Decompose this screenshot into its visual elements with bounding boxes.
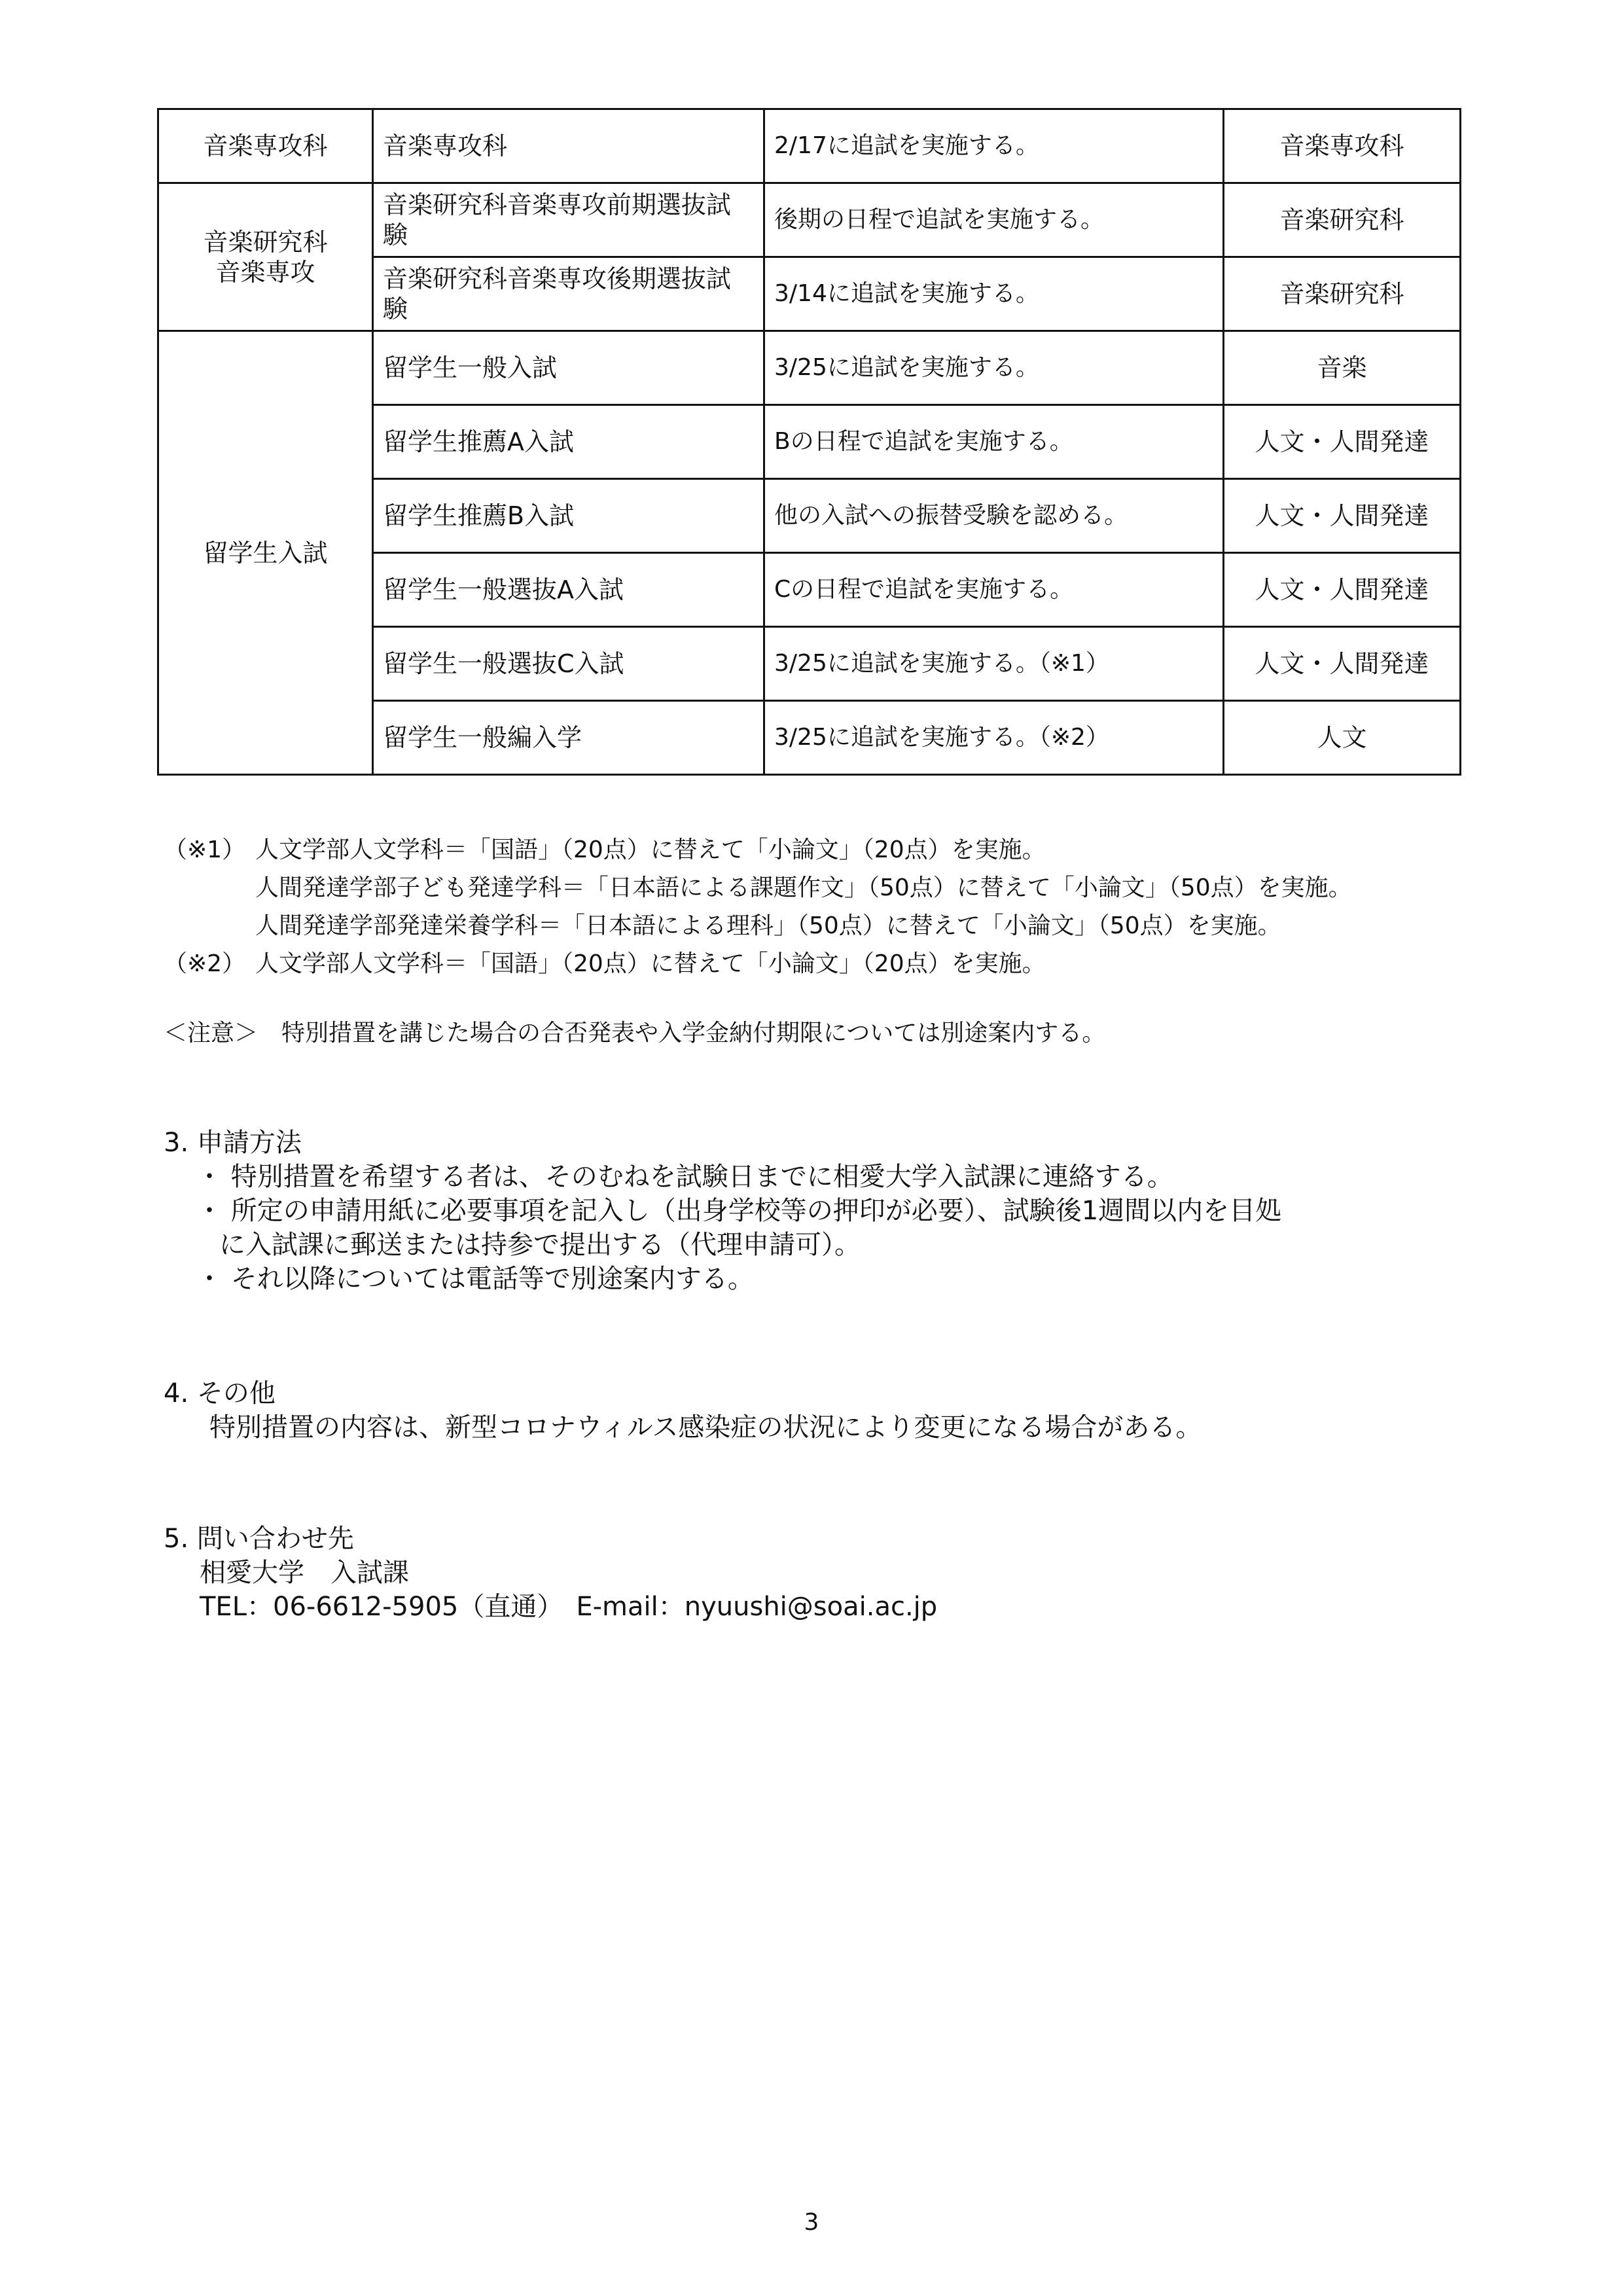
exam-cell: 留学生推薦B入試 xyxy=(373,479,764,553)
department-cell: 人文・人間発達 xyxy=(1224,553,1461,627)
bullet-continuation: に入試課に郵送または持参で提出する（代理申請可）。 xyxy=(219,1230,861,1260)
footnote-mark: （※1） xyxy=(164,836,246,863)
measure-cell: 他の入試への振替受験を認める。 xyxy=(764,479,1224,553)
measure-cell: 後期の日程で追試を実施する。 xyxy=(764,183,1224,257)
table-row xyxy=(158,331,1461,405)
footnote-1 xyxy=(164,831,1472,869)
measure-cell: Bの日程で追試を実施する。 xyxy=(764,405,1224,479)
department-cell: 人文・人間発達 xyxy=(1224,627,1461,701)
section-application-method xyxy=(164,1126,1472,1296)
section-heading: 4. その他 xyxy=(164,1378,276,1408)
exam-cell: 音楽専攻科 xyxy=(373,109,764,183)
department-cell: 人文・人間発達 xyxy=(1224,405,1461,479)
contact-details: TEL：06-6612-5905（直通） E-mail：nyuushi@soai.ac.jp xyxy=(200,1592,938,1622)
category-cell: 音楽専攻科 xyxy=(158,109,373,183)
page-number: 3 xyxy=(804,2209,819,2236)
footnote-2 xyxy=(164,945,1472,983)
footnotes xyxy=(164,831,1472,1052)
section-body: 特別措置の内容は、新型コロナウィルス感染症の状況により変更になる場合がある。 xyxy=(209,1412,1202,1443)
department-cell: 音楽研究科 xyxy=(1224,257,1461,331)
department-cell: 音楽 xyxy=(1224,331,1461,405)
exam-cell: 留学生推薦A入試 xyxy=(373,405,764,479)
table-row xyxy=(158,109,1461,183)
category-cell: 音楽研究科 音楽専攻 xyxy=(158,183,373,331)
exam-cell: 留学生一般選抜A入試 xyxy=(373,553,764,627)
table-row xyxy=(158,183,1461,257)
measure-cell: 3/25に追試を実施する。 xyxy=(764,331,1224,405)
caution-note: ＜注意＞ 特別措置を講じた場合の合否発表や入学金納付期限については別途案内する。 xyxy=(164,1020,1106,1047)
measure-cell: 3/25に追試を実施する。（※2） xyxy=(764,701,1224,775)
bullet-item: ・ 所定の申請用紙に必要事項を記入し（出身学校等の押印が必要）、試験後1週間以内を目処 xyxy=(196,1196,1282,1226)
department-cell: 音楽専攻科 xyxy=(1224,109,1461,183)
footnote-text: 人文学部人文学科＝「国語」（20点）に替えて「小論文」（20点）を実施。 xyxy=(255,836,1046,863)
footnote-text: 人間発達学部子ども発達学科＝「日本語による課題作文」（50点）に替えて「小論文」（50点）を実施。 xyxy=(255,874,1352,901)
exam-cell: 留学生一般選抜C入試 xyxy=(373,627,764,701)
exam-cell: 音楽研究科音楽専攻後期選抜試験 xyxy=(373,257,764,331)
department-cell: 音楽研究科 xyxy=(1224,183,1461,257)
section-heading: 5. 問い合わせ先 xyxy=(164,1524,354,1554)
measure-cell: 2/17に追試を実施する。 xyxy=(764,109,1224,183)
measure-cell: 3/25に追試を実施する。（※1） xyxy=(764,627,1224,701)
contact-organization: 相愛大学 入試課 xyxy=(200,1558,409,1588)
measure-cell: 3/14に追試を実施する。 xyxy=(764,257,1224,331)
exam-measures-table xyxy=(157,108,1461,776)
measure-cell: Cの日程で追試を実施する。 xyxy=(764,553,1224,627)
exam-cell: 留学生一般編入学 xyxy=(373,701,764,775)
section-other xyxy=(164,1376,1472,1444)
department-cell: 人文 xyxy=(1224,701,1461,775)
section-contact xyxy=(164,1522,1472,1624)
category-cell: 留学生入試 xyxy=(158,331,373,775)
footnote-mark: （※2） xyxy=(164,950,246,977)
bullet-item: ・ それ以降については電話等で別途案内する。 xyxy=(196,1264,754,1294)
exam-cell: 留学生一般入試 xyxy=(373,331,764,405)
footnote-text: 人間発達学部発達栄養学科＝「日本語による理科」（50点）に替えて「小論文」（50点）を実施。 xyxy=(255,912,1281,939)
department-cell: 人文・人間発達 xyxy=(1224,479,1461,553)
footnote-text: 人文学部人文学科＝「国語」（20点）に替えて「小論文」（20点）を実施。 xyxy=(255,950,1046,977)
bullet-item: ・ 特別措置を希望する者は、そのむねを試験日までに相愛大学入試課に連絡する。 xyxy=(196,1162,1173,1192)
exam-cell: 音楽研究科音楽専攻前期選抜試験 xyxy=(373,183,764,257)
section-heading: 3. 申請方法 xyxy=(164,1128,302,1158)
